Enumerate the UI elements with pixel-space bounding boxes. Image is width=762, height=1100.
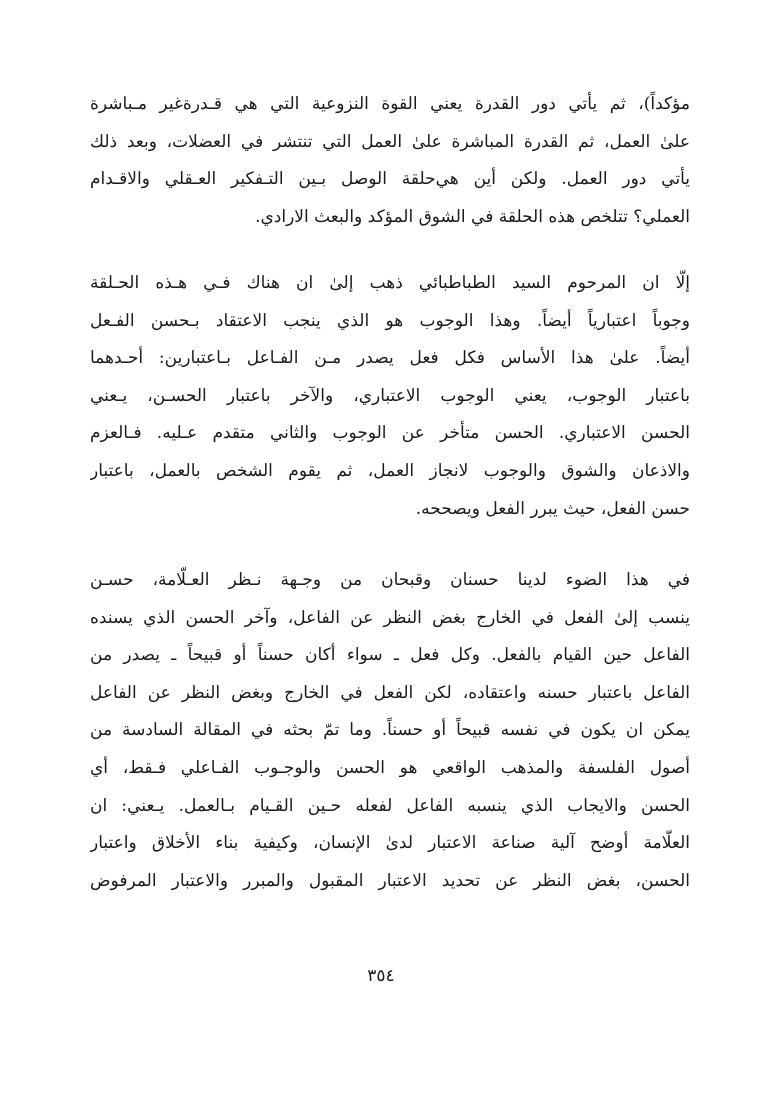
text-line: العملي؟ تتلخص هذه الحلقة في الشوق المؤكد والبعث الارادي. bbox=[255, 206, 690, 227]
text-line: إلّا ان المرحوم السيد الطباطبائي ذهب إلىٰ ان هناك فـي هـذه الحـلقة bbox=[90, 273, 690, 293]
paragraph-2 bbox=[90, 265, 690, 528]
text-line: الحسن والايجاب الذي ينسبه الفاعل لفعله حـين القـيام بـالعمل. يـعني: ان bbox=[90, 795, 690, 816]
text-line: الحسن الاعتباري. الحسن متأخر عن الوجوب والثاني متقدم عـليه. فـالعزم bbox=[90, 423, 690, 444]
text-line: ينسب إلىٰ الفعل في الخارج بغض النظر عن الفاعل، وآخر الحسن الذي يسنده bbox=[90, 607, 690, 628]
text-line: يأتي دور العمل. ولكن أين هي‌حلقة الوصل بـين التـفكير العـقلي والاقـدام bbox=[90, 169, 690, 190]
paragraph-3 bbox=[90, 562, 690, 900]
text-line: باعتبار الوجوب، يعني الوجوب الاعتباري، والآخر باعتبار الحسـن، يـعني bbox=[90, 385, 690, 406]
text-line: أيضاً. علىٰ هذا الأساس فكل فعل يصدر مـن الفـاعل بـاعتبارين: أحـدهما bbox=[90, 348, 690, 369]
text-line: وجوباً اعتبارياً أيضاً. وهذا الوجوب هو الذي ينجب الاعتقاد بـحسن الفـعل bbox=[90, 310, 690, 331]
text-line: الحسن، بغض النظر عن تحديد الاعتبار المقبول والمبرر والاعتبار المرفوض bbox=[90, 870, 690, 891]
text-line: في هذا الضوء لدينا حسنان وقبحان من وجـهة نـظر العـلّامة، حسـن bbox=[90, 570, 690, 590]
text-line: حسن الفعل، حيث يبرر الفعل ويصححه. bbox=[415, 498, 690, 519]
text-line: أصول الفلسفة والمذهب الواقعي هو الحسن والوجـوب الفـاعلي فـقط، أي bbox=[90, 757, 690, 778]
text-line: العلّامة أوضح آلية صناعة الاعتبار لدىٰ الإنسان، وكيفية بناء الأخلاق واعتبار bbox=[90, 833, 690, 854]
text-line: والاذعان والشوق والوجوب لانجاز العمل، ثم يقوم الشخص بالعمل، باعتبار bbox=[90, 460, 690, 481]
text-line: الفاعل باعتبار حسنه واعتقاده، لكن الفعل في الخارج وبغض النظر عن الفاعل bbox=[90, 682, 690, 703]
text-line: الفاعل حين القيام بالفعل. وكل فعل ـ سواء أكان حسناً أو قبيحاً ـ يصدر من bbox=[90, 645, 690, 666]
text-line: مؤكداً)، ثم يأتي دور القدرة يعني القوة النزوعية التي هي قـدرةغير مـباشرة bbox=[90, 94, 690, 114]
text-line: يمكن ان يكون في نفسه قبيحاً أو حسناً. وما تمّ بحثه في المقالة السادسة من bbox=[90, 720, 690, 741]
text-line: علىٰ العمل، ثم القدرة المباشرة علىٰ العمل التي تنتشر في العضلات، وبعد ذلك bbox=[90, 131, 690, 152]
paragraph-1 bbox=[90, 86, 690, 236]
page-number: ٣٥٤ bbox=[367, 966, 395, 986]
